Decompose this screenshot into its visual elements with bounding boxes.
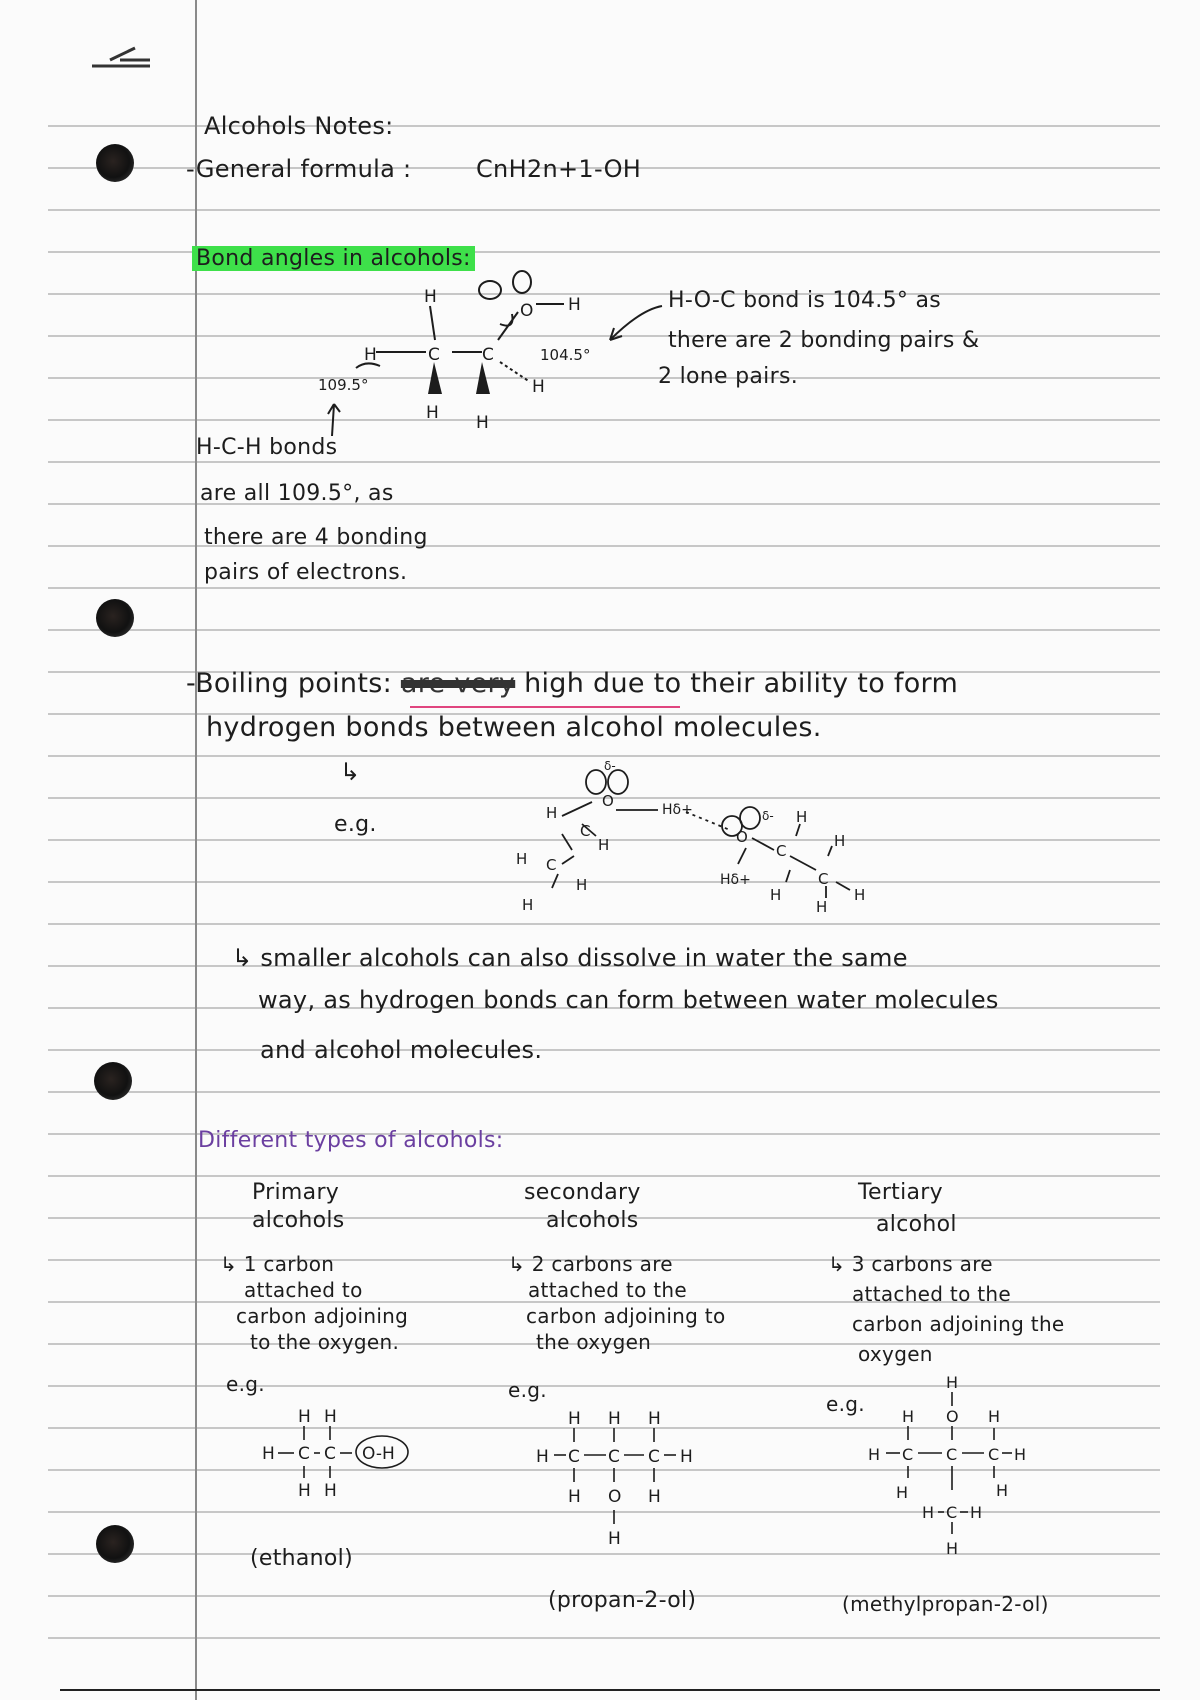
left-note-line-3: there are 4 bonding <box>204 525 428 550</box>
secondary-title-1: secondary <box>524 1180 641 1205</box>
svg-text:H: H <box>324 1481 337 1501</box>
bond-angles-heading-text: Bond angles in alcohols: <box>192 246 475 271</box>
punch-hole-4 <box>96 1525 134 1563</box>
svg-text:C: C <box>608 1447 620 1467</box>
svg-text:H: H <box>568 1409 581 1429</box>
svg-text:H: H <box>946 1373 959 1392</box>
svg-text:H: H <box>902 1407 915 1426</box>
primary-desc-3: carbon adjoining <box>236 1304 409 1328</box>
primary-desc-1: ↳ 1 carbon <box>220 1252 335 1276</box>
tertiary-title-2: alcohol <box>876 1212 957 1237</box>
left-note-line-1: H-C-H bonds <box>196 435 338 460</box>
svg-text:H: H <box>424 287 437 307</box>
solubility-line-1: ↳ smaller alcohols can also dissolve in water the same <box>232 944 908 972</box>
boiling-eg: e.g. <box>334 812 377 837</box>
svg-text:C: C <box>324 1444 336 1464</box>
svg-text:C: C <box>946 1445 958 1464</box>
tertiary-desc-4: oxygen <box>858 1342 933 1366</box>
delta-minus-1: δ- <box>604 759 616 773</box>
general-formula-label: -General formula : <box>186 155 412 183</box>
boiling-underline <box>410 706 680 708</box>
svg-text:C: C <box>580 822 591 840</box>
svg-text:H: H <box>532 377 545 397</box>
svg-text:H: H <box>298 1407 311 1427</box>
tertiary-name: (methylpropan-2-ol) <box>842 1592 1049 1616</box>
tertiary-title-1: Tertiary <box>858 1180 943 1205</box>
types-heading: Different types of alcohols: <box>198 1128 504 1153</box>
angle-104-label: 104.5° <box>540 346 591 364</box>
h-delta-plus-1: Hδ+ <box>662 802 693 818</box>
angle-109-label: 109.5° <box>318 376 369 394</box>
svg-text:C: C <box>818 870 829 888</box>
h-delta-plus-2: Hδ+ <box>720 872 751 888</box>
secondary-eg: e.g. <box>508 1378 547 1402</box>
svg-text:O-H: O-H <box>362 1444 395 1464</box>
right-note-line-1: H-O-C bond is 104.5° as <box>668 288 942 313</box>
punch-hole-2 <box>96 599 134 637</box>
svg-text:H: H <box>834 832 846 850</box>
solubility-line-3: and alcohol molecules. <box>260 1036 543 1064</box>
svg-text:H: H <box>546 804 558 822</box>
secondary-desc-2: attached to the <box>528 1278 687 1302</box>
secondary-desc-3: carbon adjoining to <box>526 1304 726 1328</box>
primary-title-2: alcohols <box>252 1208 345 1233</box>
svg-text:H: H <box>946 1539 959 1558</box>
svg-text:H: H <box>608 1529 621 1549</box>
svg-text:H: H <box>796 808 808 826</box>
svg-text:H: H <box>648 1409 661 1429</box>
tertiary-eg: e.g. <box>826 1392 865 1416</box>
svg-text:H: H <box>476 413 489 433</box>
svg-text:O: O <box>520 301 534 321</box>
ethanol-structure <box>258 1406 458 1516</box>
svg-text:H: H <box>576 876 588 894</box>
right-note-line-3: 2 lone pairs. <box>658 364 798 389</box>
secondary-desc-1: ↳ 2 carbons are <box>508 1252 673 1276</box>
punch-hole-3 <box>94 1062 132 1100</box>
svg-text:C: C <box>988 1445 1000 1464</box>
punch-hole-1 <box>96 144 134 182</box>
svg-text:H: H <box>988 1407 1001 1426</box>
svg-text:H: H <box>536 1447 549 1467</box>
svg-text:H: H <box>816 898 828 916</box>
general-formula: CnH2n+1-OH <box>476 155 642 183</box>
svg-text:H: H <box>568 1487 581 1507</box>
scribbled-text: are very <box>400 668 516 699</box>
solubility-line-2: way, as hydrogen bonds can form between water molecules <box>258 986 999 1014</box>
svg-text:O: O <box>608 1487 622 1507</box>
primary-desc-2: attached to <box>244 1278 363 1302</box>
secondary-title-2: alcohols <box>546 1208 639 1233</box>
tertiary-desc-2: attached to the <box>852 1282 1011 1306</box>
svg-text:H: H <box>896 1483 909 1502</box>
svg-text:H: H <box>996 1481 1009 1500</box>
svg-text:H: H <box>868 1445 881 1464</box>
boiling-points-label: -Boiling points: <box>186 668 392 699</box>
boiling-arrow: ↳ <box>340 758 361 786</box>
delta-minus-2: δ- <box>762 809 774 823</box>
boiling-points-line-2: hydrogen bonds between alcohol molecules. <box>206 712 822 743</box>
boiling-points-line-1-rest: high due to their ability to form <box>524 668 959 699</box>
svg-text:C: C <box>568 1447 580 1467</box>
primary-desc-4: to the oxygen. <box>250 1330 400 1354</box>
svg-text:H: H <box>298 1481 311 1501</box>
svg-text:C: C <box>776 842 787 860</box>
tertiary-desc-3: carbon adjoining the <box>852 1312 1065 1336</box>
svg-text:C: C <box>428 345 440 365</box>
doodle-icon <box>92 48 150 66</box>
left-note-line-4: pairs of electrons. <box>204 560 408 585</box>
right-note-line-2: there are 2 bonding pairs & <box>668 328 980 353</box>
svg-text:H: H <box>922 1503 935 1522</box>
svg-text:C: C <box>902 1445 914 1464</box>
svg-text:H: H <box>516 850 528 868</box>
svg-text:O: O <box>946 1407 959 1426</box>
page-title: Alcohols Notes: <box>204 112 394 140</box>
tertiary-desc-1: ↳ 3 carbons are <box>828 1252 993 1276</box>
svg-text:H: H <box>522 896 534 914</box>
svg-text:O: O <box>602 792 614 810</box>
left-note-line-2: are all 109.5°, as <box>200 481 394 506</box>
up-arrow-icon <box>324 400 344 440</box>
svg-text:O: O <box>736 828 748 846</box>
svg-text:H: H <box>970 1503 983 1522</box>
svg-text:H: H <box>608 1409 621 1429</box>
svg-text:C: C <box>648 1447 660 1467</box>
svg-text:H: H <box>680 1447 693 1467</box>
secondary-name: (propan-2-ol) <box>548 1588 697 1613</box>
methylpropan-2-ol-structure <box>856 1372 1056 1582</box>
primary-title-1: Primary <box>252 1180 340 1205</box>
hydrogen-bond-diagram <box>500 760 900 930</box>
svg-text:C: C <box>946 1503 958 1522</box>
svg-text:C: C <box>298 1444 310 1464</box>
secondary-desc-4: the oxygen <box>536 1330 652 1354</box>
boiling-points-line-1 <box>186 668 958 699</box>
svg-text:H: H <box>262 1444 275 1464</box>
svg-text:H: H <box>1014 1445 1027 1464</box>
svg-text:H: H <box>854 886 866 904</box>
svg-text:H: H <box>648 1487 661 1507</box>
svg-text:H: H <box>568 295 581 315</box>
primary-eg: e.g. <box>226 1372 265 1396</box>
propan-2-ol-structure <box>532 1406 732 1576</box>
svg-text:H: H <box>426 403 439 423</box>
svg-text:H: H <box>598 836 610 854</box>
svg-text:H: H <box>770 886 782 904</box>
svg-text:H: H <box>324 1407 337 1427</box>
svg-text:H: H <box>364 345 377 365</box>
svg-text:C: C <box>482 345 494 365</box>
svg-text:C: C <box>546 856 557 874</box>
bond-angles-heading <box>192 246 475 271</box>
primary-name: (ethanol) <box>250 1546 353 1571</box>
